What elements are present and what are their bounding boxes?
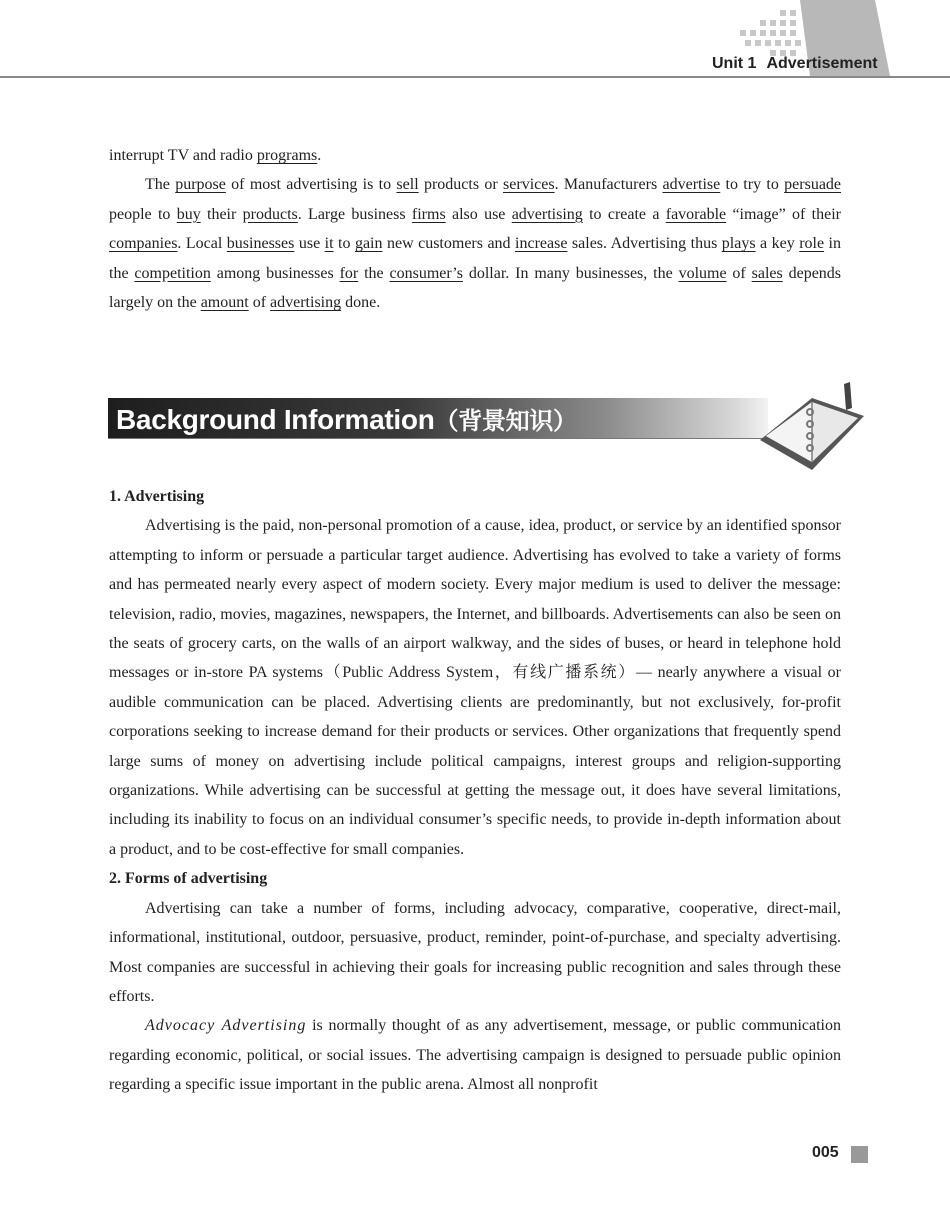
intro-paragraph-2: The purpose of most advertising is to sell products or services. Manufacturers advertise to try to persuade people to buy their products. Large business firms also use advertising to create a favorable “image” of their companies. Local businesses use it to gain new customers and increase sales. Advertising thus plays a key role in the competition among businesses for the consumer’s dollar. In many businesses, the volume of sales depends largely on the amount of advertising done. [109, 176, 842, 312]
unit-number: Unit 1 [712, 55, 757, 72]
unit-title: Advertisement [766, 55, 878, 72]
advocacy-term: Advocacy Advertising [145, 1017, 307, 1035]
banner-subtitle: （背景知识） [434, 407, 577, 435]
section-2-paragraph-2 [109, 1011, 841, 1099]
notebook-icon [752, 378, 872, 478]
page-number-marker [851, 1146, 868, 1163]
section-2-paragraph-1: Advertising can take a number of forms, including advocacy, comparative, cooperative, direct-mail, informational, institutional, outdoor, persuasive, product, reminder, point-of-purchase, and specialty advertising. Most companies are successful in achieving their goals for increasing public recognition and sales through these efforts. [109, 899, 841, 1005]
section-1-paragraph: Advertising is the paid, non-personal promotion of a cause, idea, product, or service by an identified sponsor attempting to inform or persuade a particular target audience. Advertising has evolved to take a variety of forms and has permeated nearly every aspect of modern society. Every major medium is used to deliver the message: television, radio, movies, magazines, newspapers, the Internet, and billboards. Advertisements can also be seen on the seats of grocery carts, on the walls of an airport walkway, and the sides of buses, or heard in telephone hold messages or in-store PA systems（Public Address System，有线广播系统）— nearly anywhere a visual or audible communication can be placed. Advertising clients are predominantly, but not exclusively, for-profit corporations seeking to increase demand for their products or services. Other organizations that frequently spend large sums of money on advertising include political campaigns, interest groups and religion-supporting organizations. While advertising can be successful at getting the message out, it does have several limitations, including its inability to focus on an individual consumer’s specific needs, to provide in-depth information about a product, and to be cost-effective for small companies. [109, 517, 841, 858]
running-header [712, 55, 878, 73]
page-number: 005 [812, 1144, 839, 1161]
intro-paragraph-1: interrupt TV and radio programs. [109, 147, 322, 164]
section-2-heading: 2. Forms of advertising [109, 870, 268, 888]
section-1-heading: 1. Advertising [109, 488, 205, 505]
banner-title [116, 401, 577, 436]
intro-text [109, 141, 841, 317]
advocacy-text: is normally thought of as any advertisement, message, or public communication regarding economic, political, or social issues. The advertising campaign is designed to persuade public opinion regarding a specific issue important in the public arena. Almost all nonprofit [109, 1017, 842, 1094]
header-rule [0, 76, 950, 78]
section-banner [108, 398, 768, 439]
banner-title-text: Background Information [116, 404, 435, 435]
section-advertising [109, 482, 841, 1100]
